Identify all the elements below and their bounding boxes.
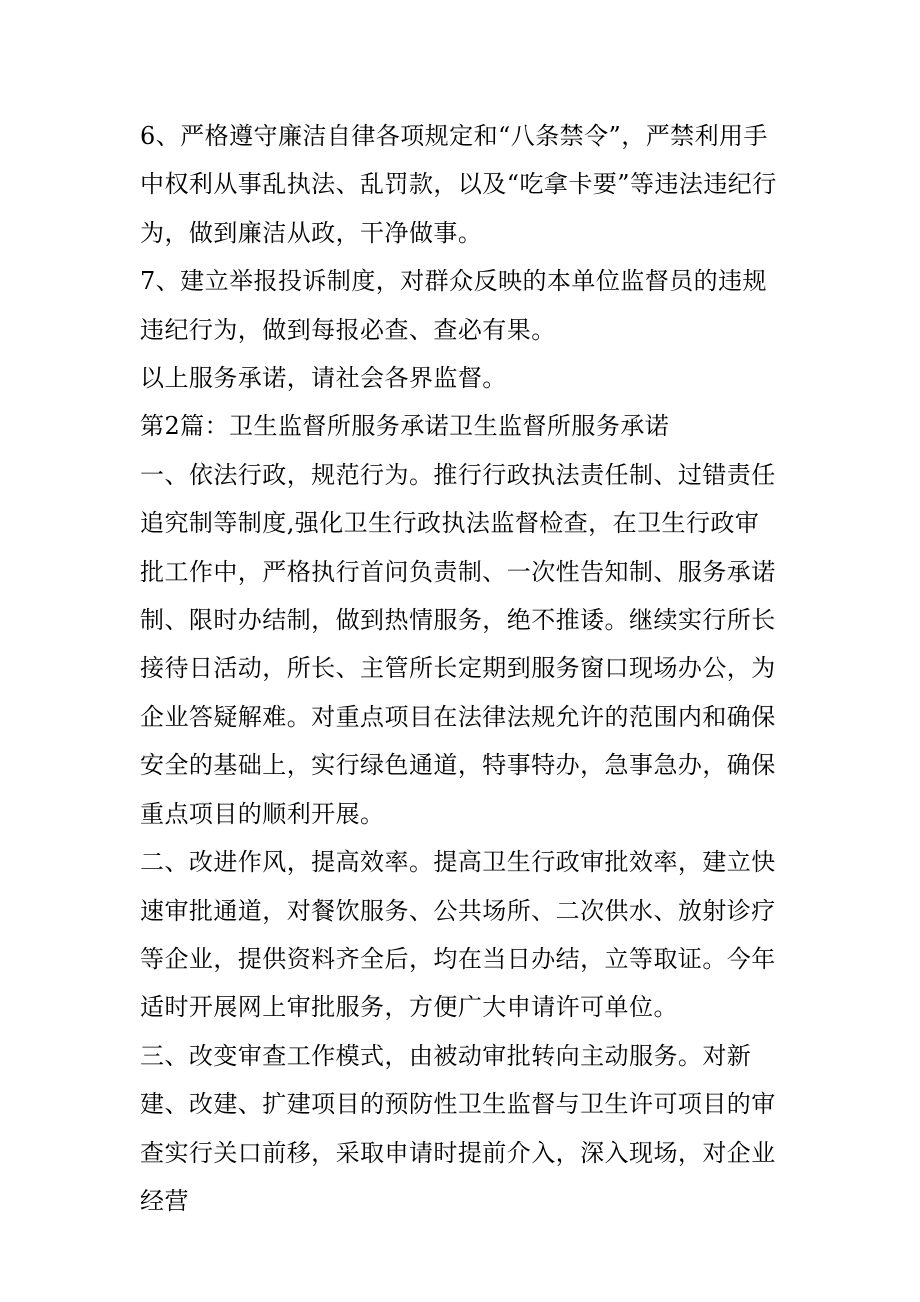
- section-heading: 第2篇：卫生监督所服务承诺卫生监督所服务承诺: [140, 412, 670, 441]
- paragraph-section-two: 二、改进作风，提高效率。提高卫生行政审批效率，建立快速审批通道，对餐饮服务、公共场所、二次供水、放射诊疗等企业，提供资料齐全后，均在当日办结，立等取证。今年适时开展网上审批服务，方便广大申请许可单位。: [140, 848, 776, 1022]
- closing-statement: 以上服务承诺，请社会各界监督。: [140, 364, 507, 393]
- paragraph-item-7: 7、建立举报投诉制度，对群众反映的本单位监督员的违规违纪行为，做到每报必查、查必有果。: [140, 267, 767, 344]
- paragraph-section-three: 三、改变审查工作模式，由被动审批转向主动服务。对新建、改建、扩建项目的预防性卫生监督与卫生许可项目的审查实行关口前移，采取申请时提前介入，深入现场，对企业经营: [140, 1041, 776, 1215]
- paragraph-section-one: 一、依法行政，规范行为。推行行政执法责任制、过错责任追究制等制度,强化卫生行政执法监督检查，在卫生行政审批工作中，严格执行首问负责制、一次性告知制、服务承诺制、限时办结制，做到热情服务，绝不推诿。继续实行所长接待日活动，所长、主管所长定期到服务窗口现场办公，为企业答疑解难。对重点项目在法律法规允许的范围内和确保安全的基础上，实行绿色通道，特事特办，急事急办，确保重点项目的顺利开展。: [140, 460, 776, 828]
- paragraph-item-6: 6、严格遵守廉洁自律各项规定和“八条禁令”，严禁利用手中权利从事乱执法、乱罚款，以及“吃拿卡要”等违法违纪行为，做到廉洁从政，干净做事。: [140, 122, 777, 247]
- document-page: [140, 112, 780, 1225]
